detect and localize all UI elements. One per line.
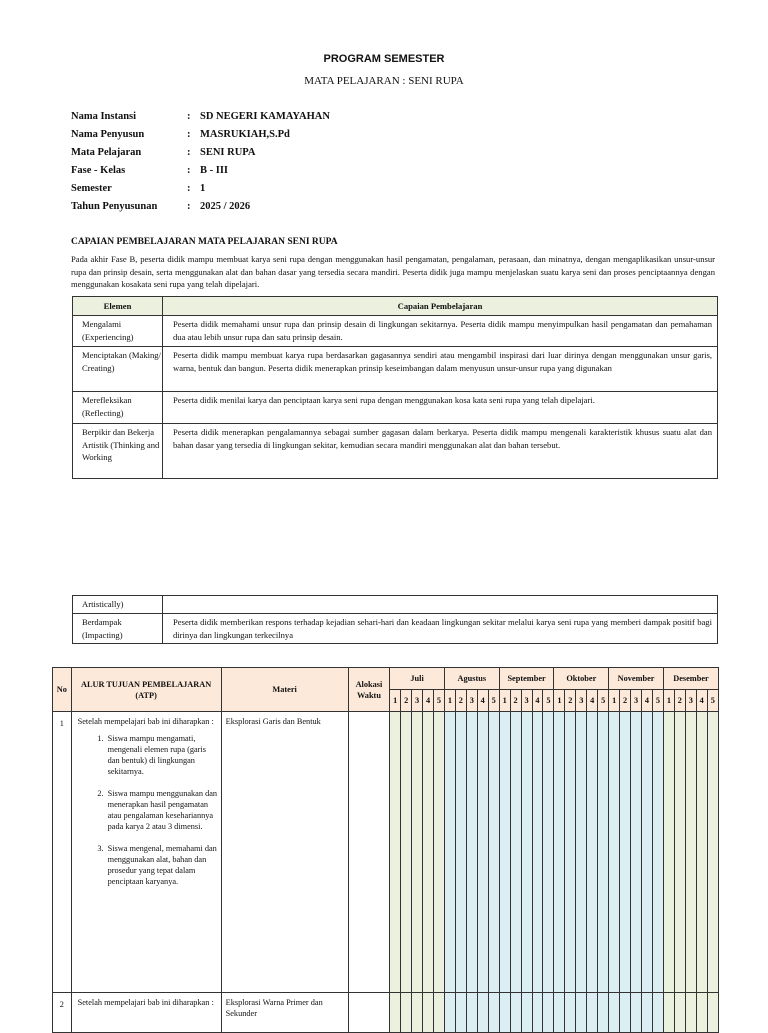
week-cell (455, 993, 466, 1033)
week-header: 5 (652, 690, 663, 712)
capaian-cell (163, 596, 718, 614)
week-cell (707, 712, 718, 993)
week-cell (685, 993, 696, 1033)
week-cell (609, 712, 620, 993)
info-value: SENI RUPA (200, 147, 256, 158)
week-cell (652, 712, 663, 993)
elemen-cell: Berpikir dan Bekerja Artistik (Thinking and Working (73, 424, 163, 479)
week-cell (576, 712, 587, 993)
week-cell (444, 993, 455, 1033)
week-cell (685, 712, 696, 993)
info-label: Nama Instansi (71, 111, 137, 122)
week-header: 4 (477, 690, 488, 712)
week-header: 5 (543, 690, 554, 712)
info-value: B - III (200, 165, 229, 176)
month-header: Oktober (554, 668, 609, 690)
col-materi-header: Materi (221, 668, 348, 712)
week-cell (532, 993, 543, 1033)
atp-alur-cell (71, 712, 221, 993)
week-cell (707, 993, 718, 1033)
info-colon: : (187, 183, 191, 194)
week-header: 2 (674, 690, 685, 712)
week-header: 3 (412, 690, 423, 712)
week-cell (390, 712, 401, 993)
capaian-row (73, 614, 718, 644)
capaian-intro-paragraph: Pada akhir Fase B, peserta didik mampu membuat karya seni rupa dengan menggunakan hasil pengamatan, pengalaman, perasaan, dan minatnya, dengan mengaplikasikan unsur-unsur rupa dan prinsip desain, serta menggunakan alat dan bahan dasar yang tersedia secara mandiri. Peserta didik juga mampu menjelaskan suatu karya seni dan proses penciptaannya dengan menggunakan kosakata seni rupa yang telah dipelajari. (71, 254, 715, 289)
atp-no-cell: 2 (53, 993, 72, 1033)
week-cell (466, 993, 477, 1033)
elemen-cell: Berdampak (Impacting) (73, 614, 163, 644)
week-cell (598, 712, 609, 993)
week-header: 4 (423, 690, 434, 712)
capaian-table (72, 296, 718, 479)
atp-row (53, 712, 719, 993)
atp-materi-cell: Eksplorasi Garis dan Bentuk (221, 712, 348, 993)
week-cell (499, 993, 510, 1033)
capaian-cell: Peserta didik menerapkan pengalamannya sebagai sumber gagasan dalam berkarya. Peserta didik mampu mengenali karakteristik khusus suatu alat dan bahan dasar yang tersedia di lingkungan sekitar, kemudian secara mandiri menggunakan alat dan bahan tersebut. (163, 424, 718, 479)
info-label: Fase - Kelas (71, 165, 126, 176)
capaian-header-row (73, 297, 718, 316)
week-cell (696, 712, 707, 993)
month-header: Desember (663, 668, 718, 690)
week-cell (620, 712, 631, 993)
week-cell (412, 993, 423, 1033)
atp-alur-item: 3. Siswa mengenal, memahami dan menggunakan alat, bahan dan prosedur yang tepat dalam penciptaan karyanya. (106, 843, 218, 887)
week-cell (576, 993, 587, 1033)
week-header: 1 (390, 690, 401, 712)
capaian-cell: Peserta didik menilai karya dan penciptaan karya seni rupa dengan menggunakan kosa kata seni rupa yang telah dipelajari. (163, 392, 718, 424)
week-cell (641, 993, 652, 1033)
info-row (71, 147, 330, 165)
week-cell (554, 712, 565, 993)
capaian-row (73, 596, 718, 614)
week-cell (674, 993, 685, 1033)
info-colon: : (187, 111, 191, 122)
week-header: 1 (554, 690, 565, 712)
week-header: 1 (444, 690, 455, 712)
atp-alur-item: 2. Siswa mampu menggunakan dan menerapkan hasil pengamatan atau pengalaman kesehariannya pada karya 2 atau 3 dimensi. (106, 788, 218, 832)
col-elemen-header: Elemen (73, 297, 163, 316)
week-cell (532, 712, 543, 993)
info-label: Tahun Penyusunan (71, 201, 158, 212)
elemen-cell: Menciptakan (Making/ Creating) (73, 347, 163, 392)
capaian-cell: Peserta didik memahami unsur rupa dan prinsip desain di lingkungan sekitarnya. Peserta didik mampu menyimpulkan hasil pengamatan dan pemahaman dua atau lebih unsur rupa dan satu prinsip desain. (163, 316, 718, 347)
week-header: 2 (401, 690, 412, 712)
week-cell (412, 712, 423, 993)
week-cell (641, 712, 652, 993)
info-value: 2025 / 2026 (200, 201, 251, 212)
col-no-header: No (53, 668, 72, 712)
month-header: Juli (390, 668, 445, 690)
week-cell (510, 712, 521, 993)
col-alur-header: ALUR TUJUAN PEMBELAJARAN (ATP) (71, 668, 221, 712)
atp-materi-cell: Eksplorasi Warna Primer dan Sekunder (221, 993, 348, 1033)
capaian-row (73, 392, 718, 424)
week-cell (554, 993, 565, 1033)
month-header: Agustus (444, 668, 499, 690)
week-cell (434, 993, 445, 1033)
week-cell (466, 712, 477, 993)
week-header: 4 (587, 690, 598, 712)
week-header: 2 (565, 690, 576, 712)
info-row (71, 201, 330, 219)
week-header: 2 (510, 690, 521, 712)
col-capaian-header: Capaian Pembelajaran (163, 297, 718, 316)
identity-block (71, 111, 330, 219)
week-cell (455, 712, 466, 993)
document-title: PROGRAM SEMESTER (323, 53, 445, 65)
info-label: Semester (71, 183, 112, 194)
week-cell (663, 712, 674, 993)
week-header: 1 (499, 690, 510, 712)
week-cell (488, 712, 499, 993)
info-row (71, 129, 330, 147)
week-cell (663, 993, 674, 1033)
info-colon: : (187, 201, 191, 212)
week-cell (587, 993, 598, 1033)
document-subtitle: MATA PELAJARAN : SENI RUPA (304, 75, 464, 87)
elemen-cell: Mengalami (Experiencing) (73, 316, 163, 347)
week-cell (390, 993, 401, 1033)
capaian-row (73, 347, 718, 392)
week-cell (401, 712, 412, 993)
info-label: Mata Pelajaran (71, 147, 142, 158)
week-cell (543, 993, 554, 1033)
week-cell (565, 993, 576, 1033)
week-cell (587, 712, 598, 993)
week-header: 5 (488, 690, 499, 712)
week-header: 4 (532, 690, 543, 712)
week-header: 5 (434, 690, 445, 712)
atp-alur-cell (71, 993, 221, 1033)
week-header: 2 (620, 690, 631, 712)
week-cell (510, 993, 521, 1033)
capaian-cell: Peserta didik mampu membuat karya rupa berdasarkan gagasannya sendiri atau mengambil inspirasi dari luar dirinya dengan menggunakan unsur garis, warna, bentuk dan bangun. Peserta didik menerapkan prinsip keseimbangan dalam menyusun unsur-unsur rupa yang digunakan (163, 347, 718, 392)
week-cell (598, 993, 609, 1033)
capaian-section-title: CAPAIAN PEMBELAJARAN MATA PELAJARAN SENI RUPA (71, 237, 338, 247)
week-cell (521, 712, 532, 993)
week-cell (620, 993, 631, 1033)
atp-no-cell: 1 (53, 712, 72, 993)
atp-alur-intro: Setelah mempelajari bab ini diharapkan : (77, 998, 214, 1007)
week-cell (499, 712, 510, 993)
week-header: 5 (707, 690, 718, 712)
week-header: 2 (455, 690, 466, 712)
week-cell (631, 993, 642, 1033)
atp-alur-list (78, 733, 218, 887)
capaian-row (73, 424, 718, 479)
week-header: 3 (631, 690, 642, 712)
info-label: Nama Penyusun (71, 129, 145, 140)
atp-alokasi-cell (348, 712, 390, 993)
info-colon: : (187, 147, 191, 158)
week-header: 5 (598, 690, 609, 712)
atp-alur-item: 1. Siswa mampu mengamati, mengenali elemen rupa (garis dan bentuk) di lingkungan sekitarnya. (106, 733, 218, 777)
week-cell (444, 712, 455, 993)
info-value: MASRUKIAH,S.Pd (200, 129, 290, 140)
week-cell (674, 712, 685, 993)
elemen-cell: Merefleksikan (Reflecting) (73, 392, 163, 424)
week-cell (565, 712, 576, 993)
week-cell (543, 712, 554, 993)
week-cell (477, 712, 488, 993)
info-value: SD NEGERI KAMAYAHAN (200, 111, 330, 122)
atp-row (53, 993, 719, 1033)
week-cell (631, 712, 642, 993)
week-header: 4 (696, 690, 707, 712)
week-header: 3 (576, 690, 587, 712)
info-value: 1 (200, 183, 206, 194)
week-cell (696, 993, 707, 1033)
week-header: 3 (466, 690, 477, 712)
info-row (71, 183, 330, 201)
info-colon: : (187, 165, 191, 176)
week-header: 1 (609, 690, 620, 712)
week-cell (401, 993, 412, 1033)
atp-alur-intro: Setelah mempelajari bab ini diharapkan : (77, 717, 214, 726)
capaian-table-continued (72, 595, 718, 644)
capaian-cell: Peserta didik memberikan respons terhadap kejadian sehari-hari dan keadaan lingkungan sekitar melalui karya seni rupa yang memberi dampak positif bagi dirinya dan lingkungan terkecilnya (163, 614, 718, 644)
col-alokasi-header: Alokasi Waktu (348, 668, 390, 712)
week-cell (423, 993, 434, 1033)
week-cell (521, 993, 532, 1033)
week-header: 3 (521, 690, 532, 712)
elemen-cell: Artistically) (73, 596, 163, 614)
week-header: 1 (663, 690, 674, 712)
week-header: 4 (641, 690, 652, 712)
atp-alokasi-cell (348, 993, 390, 1033)
info-row (71, 165, 330, 183)
month-header: September (499, 668, 554, 690)
atp-header-row (53, 668, 719, 690)
week-cell (652, 993, 663, 1033)
atp-table (52, 667, 719, 1033)
week-cell (488, 993, 499, 1033)
week-cell (477, 993, 488, 1033)
info-row (71, 111, 330, 129)
month-header: November (609, 668, 664, 690)
week-cell (434, 712, 445, 993)
info-colon: : (187, 129, 191, 140)
week-cell (609, 993, 620, 1033)
capaian-row (73, 316, 718, 347)
week-cell (423, 712, 434, 993)
week-header: 3 (685, 690, 696, 712)
